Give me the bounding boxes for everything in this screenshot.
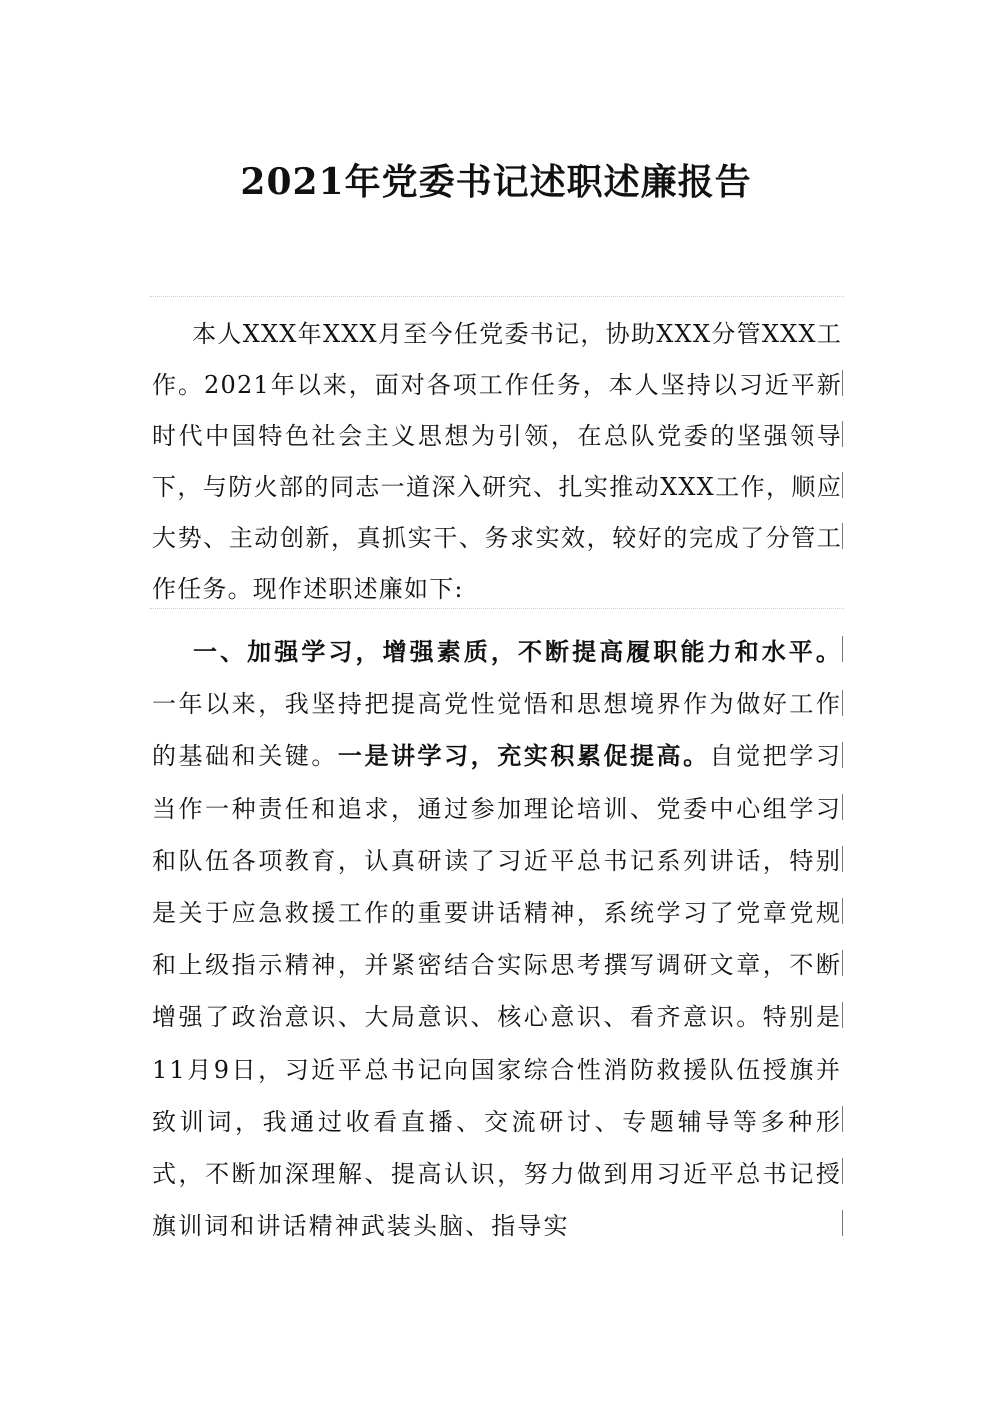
margin-bar [842,1106,843,1132]
intro-paragraph [152,309,842,615]
margin-bar [842,742,843,768]
divider-top [150,296,844,297]
intro-text: 本人XXX年XXX月至今任党委书记，协助XXX分管XXX工作。2021年以来，面对各项工作任务，本人坚持以习近平新时代中国特色社会主义思想为引领，在总队党委的坚强领导下，与防火部的同志一道深入研究、扎实推动XXX工作，顺应大势、主动创新，真抓实干、务求实效，较好的完成了分管工作任务。现作述职述廉如下: [152,320,842,603]
section-1-text-a: 一年以来，我坚持把提高党性觉悟和思想境界作为做好工作的基础和关键。 [152,690,842,771]
margin-bar [842,421,843,447]
margin-bar [842,370,843,396]
margin-bar [842,898,843,924]
margin-bar [842,950,843,976]
section-1-subheading: 一是讲学习，充实积累促提高。 [337,741,710,771]
margin-bar [842,1210,843,1236]
margin-bar [842,846,843,872]
margin-bar [842,1158,843,1184]
margin-bar [842,794,843,820]
section-1-heading: 一、加强学习，增强素质，不断提高履职能力和水平。 [192,637,842,666]
margin-bar [842,523,843,549]
document-title: 2021年党委书记述职述廉报告 [240,161,752,203]
margin-bar [842,690,843,716]
section-1-text-b: 自觉把学习当作一种责任和追求，通过参加理论培训、党委中心组学习和队伍各项教育，认真研读了习近平总书记系列讲话，特别是关于应急救援工作的重要讲话精神，系统学习了党章党规和上级指示精神，并紧密结合实际思考撰写调研文章，不断增强了政治意识、大局意识、核心意识、看齐意识。特别是11月9日，习近平总书记向国家综合性消防救援队伍授旗并致训词，我通过收看直播、交流研讨、专题辅导等多种形式，不断加深理解、提高认识，努力做到用习近平总书记授旗训词和讲话精神武装头脑、指导实 [152,742,842,1241]
section-1-paragraph [152,626,842,1252]
margin-bar [842,636,843,662]
divider-middle [150,608,844,609]
margin-bar [842,472,843,498]
margin-bar [842,1002,843,1028]
